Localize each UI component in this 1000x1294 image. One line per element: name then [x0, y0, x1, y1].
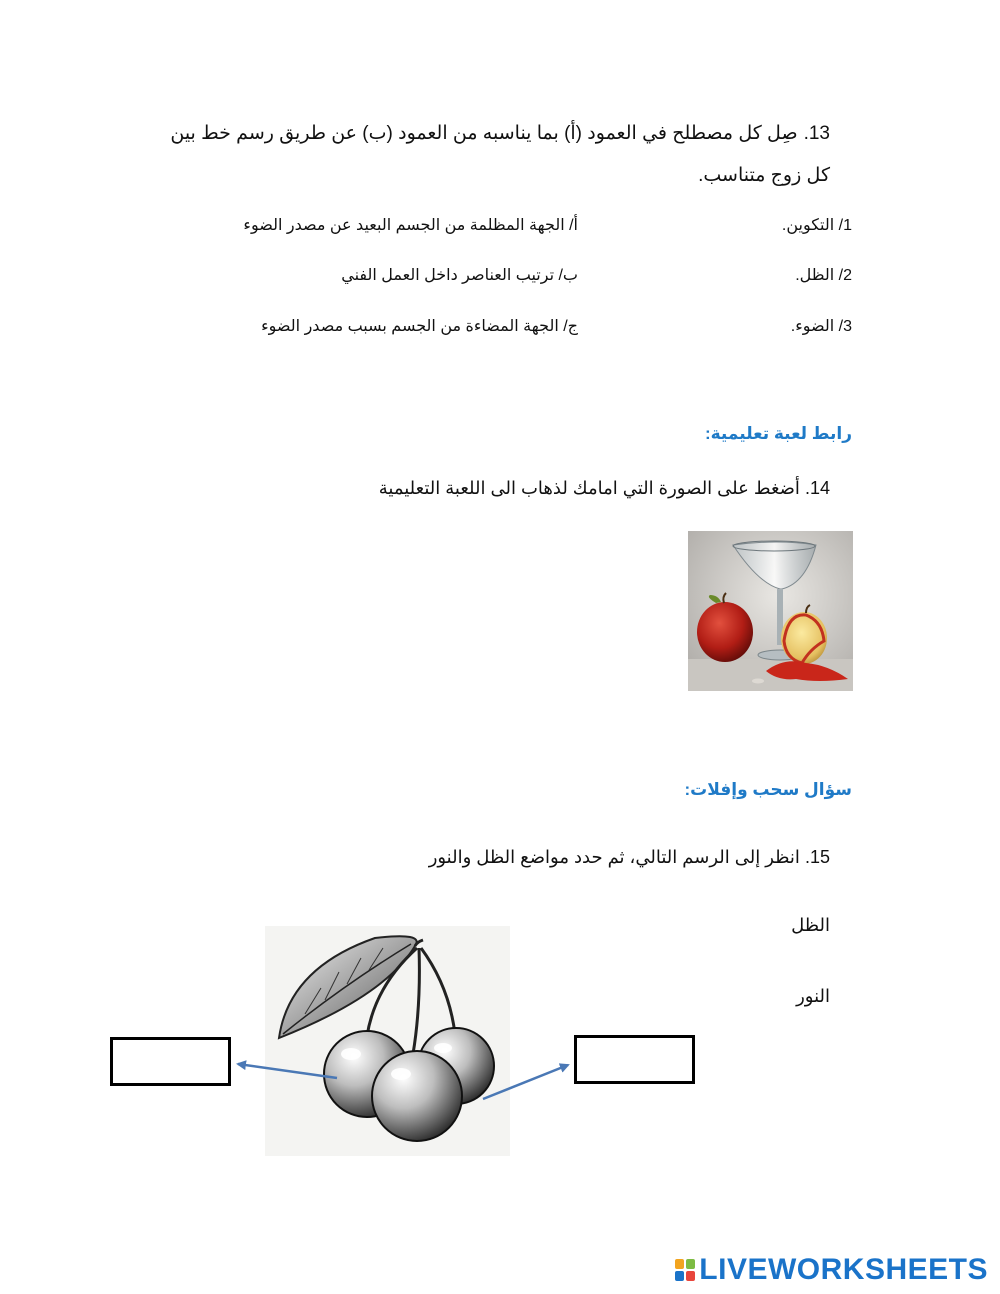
column-b-item-2: ب/ ترتيب العناصر داخل العمل الفني	[341, 267, 578, 284]
still-life-game-image[interactable]	[688, 531, 853, 691]
column-a-item-1: 1/ التكوين.	[781, 217, 852, 234]
question-15	[429, 847, 830, 868]
drop-box-right[interactable]	[574, 1035, 695, 1084]
column-b-item-1: أ/ الجهة المظلمة من الجسم البعيد عن مصدر الضوء	[243, 217, 578, 234]
game-link-heading: رابط لعبة تعليمية:	[704, 424, 852, 443]
question-13-text: صِل كل مصطلح في العمود (أ) بما يناسبه من العمود (ب) عن طريق رسم خط بين كل زوج متناسب.	[170, 123, 830, 186]
drag-option-shadow[interactable]: الظل	[791, 915, 830, 935]
question-15-text: انظر إلى الرسم التالي، ثم حدد مواضع الظل والنور	[428, 847, 800, 867]
cherries-drawing	[265, 926, 510, 1156]
drag-option-light[interactable]: النور	[796, 986, 830, 1006]
question-14-text: أضغط على الصورة التي امامك لذهاب الى اللعبة التعليمية	[378, 478, 800, 498]
column-a-item-2: 2/ الظل.	[795, 267, 852, 284]
liveworksheets-logo-icon	[675, 1259, 695, 1281]
question-13-number: 13.	[803, 123, 830, 144]
column-a-item-3: 3/ الضوء.	[790, 318, 852, 335]
liveworksheets-logo	[675, 1253, 988, 1287]
drag-drop-heading: سؤال سحب وإفلات:	[684, 780, 852, 799]
column-b-item-3: ج/ الجهة المضاءة من الجسم بسبب مصدر الضوء	[261, 318, 578, 335]
liveworksheets-brand: LIVEWORKSHEETS	[699, 1253, 988, 1286]
question-13	[150, 113, 830, 197]
question-15-number: 15.	[804, 847, 830, 867]
question-14-number: 14.	[804, 478, 830, 498]
drop-box-left[interactable]	[110, 1037, 231, 1086]
question-14	[379, 478, 830, 499]
